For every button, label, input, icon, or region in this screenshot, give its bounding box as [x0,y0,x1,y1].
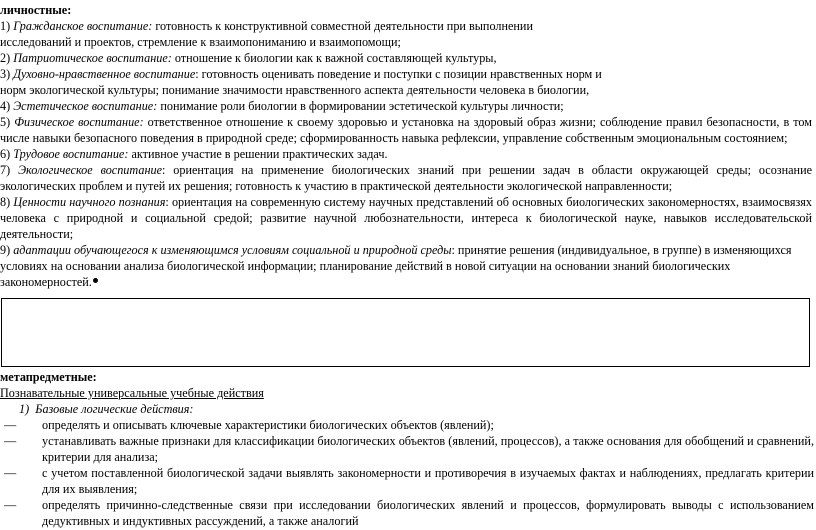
dash-marker: — [4,434,17,448]
bullet-item: с учетом поставленной биологической задачи выявлять закономерности и противоречия в изучаемых фактах и наблюдениях, предлагать критерии [42,466,814,480]
item-number: 8) [0,195,14,209]
item-continuation: закономерностей. [0,274,98,291]
item-title: Экологическое воспитание [18,163,162,177]
item-text: : ориентация на современную систему научных представлений об основных биологических закономерностях, взаимосвязях [165,195,812,209]
section-heading-personal: личностные: [0,3,72,17]
dash-marker: — [4,418,17,432]
list-item [0,114,812,131]
item-number: 7) [0,163,19,177]
item-number: 9) [0,243,14,257]
item-title: Трудовое воспитание: [13,147,129,161]
bullet-continuation: критерии для анализа; [42,450,159,464]
item-number: 3) [0,67,14,81]
item-text: ответственное отношение к своему здоровью и установка на здоровый образ жизни; соблюдение правил безопасности, в том [143,115,812,129]
bullet-item: определять и описывать ключевые характеристики биологических объектов (явлений); [42,418,494,432]
item-continuation: норм экологической культуры; понимание значимости нравственного аспекта деятельности человека в биологии, [0,83,590,97]
list-item [0,18,533,35]
section-heading-meta: метапредметные: [0,370,97,384]
item-title: Ценности научного познания [13,195,166,209]
item-text: : готовность оценивать поведение и поступки с позиции нравственных норм и [195,67,602,81]
item-title: Физическое воспитание: [14,115,144,129]
empty-frame [1,298,810,367]
list-item [0,98,564,115]
item-continuation: исследований и проектов, стремление к взаимопониманию и взаимопомощи; [0,35,401,49]
item-number: 4) [0,99,14,113]
item-title: Эстетическое воспитание: [13,99,158,113]
item-title: Духовно-нравственное воспитание [13,67,196,81]
item-continuation: деятельности; [0,227,74,241]
subsection-heading: Познавательные универсальные учебные действия [0,386,264,400]
item-text: понимание роли биологии в формировании эстетической культуры личности; [157,99,564,113]
bullet-continuation: для их выявления; [42,482,138,496]
item-continuation: экологических проблем и путей их решения; готовность к участию в практической деятельности экологической направленности; [0,179,673,193]
item-title: адаптации обучающегося к изменяющимся условиям социальной и природной среды [13,243,452,257]
item-number: 1) [0,19,14,33]
list-item [0,242,792,259]
item-title: Гражданское воспитание: [13,19,153,33]
item-text: активное участие в решении практических задач. [128,147,388,161]
item-number: 2) [0,51,14,65]
list-item [0,146,388,163]
bullet-item: определять причинно-следственные связи при исследовании биологических явлений и процессов, формулировать выводы с использованием [42,498,814,512]
item-continuation: условиях на основании анализа биологической информации; планирование действий в новой ситуации на основании знаний биологических [0,259,731,273]
item-continuation: человека с природной и социальной средой; развитие научной любознательности, интереса к биологической науке, навыков исследовательской [0,211,812,225]
bullet-item: устанавливать важные признаки для классификации биологических объектов (явлений, процессов), а также основания для обобщений и сравнений, [42,434,814,448]
list-item [0,162,812,179]
item-title: Патриотическое воспитание: [13,51,172,65]
sublist-heading: 1) Базовые логические действия: [19,402,194,416]
bullet-continuation: дедуктивных и индуктивных рассуждений, а также аналогий [42,514,359,528]
item-number: 5) [0,115,15,129]
item-text: : ориентация на применение биологических знаний при решении задач в области окружающей среды; осознание [162,163,812,177]
item-text: отношение к биологии как к важной составляющей культуры, [171,51,497,65]
dash-marker: — [4,466,17,480]
dash-marker: — [4,498,17,512]
list-item [0,66,602,83]
item-text: готовность к конструктивной совместной деятельности при выполнении [152,19,533,33]
bullet-dot-icon [93,278,98,283]
item-text: : принятие решения (индивидуальное, в группе) в изменяющихся [451,243,792,257]
list-item [0,50,497,67]
item-number: 6) [0,147,14,161]
list-item [0,194,812,211]
item-continuation: числе навыки безопасного поведения в природной среде; сформированность навыка рефлексии, управление собственным эмоциональным состоянием; [0,131,788,145]
